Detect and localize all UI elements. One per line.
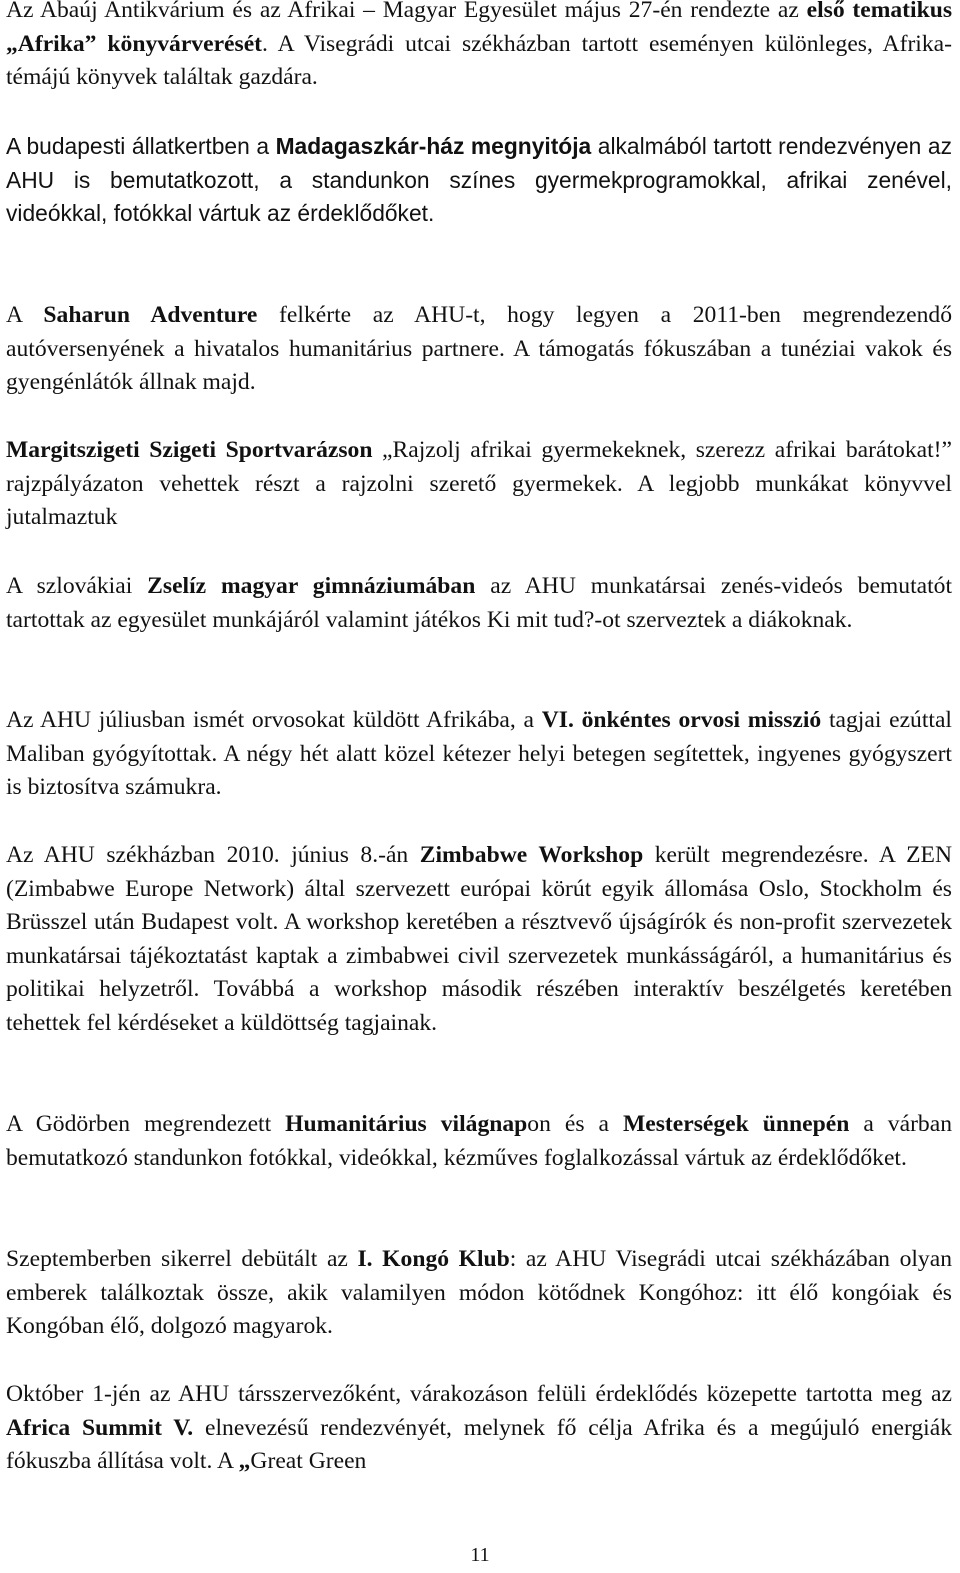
text-run: A budapesti állatkertben a bbox=[6, 133, 276, 159]
text-run: alkalmából tartott rendezvényen az AHU is bemutatkozott, a standunkon színes gyermekprogramokkal, afrikai zenével, videókkal, fotókkal vártuk az érdeklődőket. bbox=[6, 133, 952, 226]
paragraph-madagascar-house bbox=[6, 130, 952, 231]
text-run: Az AHU júliusban ismét orvosokat küldött Afrikába, a bbox=[6, 707, 542, 733]
bold-text-run: Humanitárius világnap bbox=[285, 1111, 528, 1137]
paragraph-zimbabwe-workshop bbox=[6, 839, 952, 1040]
bold-text-run: Africa Summit V. bbox=[6, 1414, 194, 1441]
bold-text-run: VI. önkéntes orvosi misszió bbox=[541, 707, 822, 733]
paragraph-africa-summit bbox=[6, 1378, 952, 1479]
text-run: Great Green bbox=[250, 1448, 367, 1474]
text-run: elnevezésű rendezvényét, melynek fő célja Afrika és a megújuló energiák fókuszba állítása volt. A bbox=[6, 1414, 953, 1474]
text-run: A szlovákiai bbox=[6, 573, 148, 599]
text-run: Október 1-jén az AHU társszervezőként, várakozáson felüli érdeklődés közepette tartotta meg az bbox=[6, 1381, 952, 1407]
paragraph-medical-mission bbox=[6, 704, 952, 805]
paragraph-saharun-adventure bbox=[6, 299, 952, 400]
text-run: A bbox=[6, 302, 44, 328]
bold-text-run: Margitszigeti Szigeti Sportvarázson bbox=[6, 437, 373, 463]
bold-text-run: „ bbox=[238, 1448, 251, 1474]
page-number: 11 bbox=[470, 1544, 490, 1566]
text-run: on és a bbox=[527, 1111, 623, 1137]
text-run: a várban bemutatkozó standunkon fotókkal, videókkal, kézműves foglalkozással vártuk az érdeklődőket. bbox=[6, 1111, 952, 1171]
text-run: került megrendezésre. A ZEN (Zimbabwe Europe Network) által szervezett európai körút egyik állomása Oslo, Stockholm és Brüsszel után Budapest volt. A workshop keretében a résztvevő újságírók és non-profit szervezetek munkatársai tájékoztatást kaptak a zimbabwei civil szervezetek munkásságáról, a humanitárius és politikai helyzetről. Továbbá a workshop második részében interaktív beszélgetés keretében tehettek fel kérdéseket a küldöttség tagjainak. bbox=[6, 842, 952, 1036]
text-run: . A Visegrádi utcai székházban tartott eseményen különleges, Afrika-témájú könyvek találtak gazdára. bbox=[6, 30, 952, 90]
paragraph-zseliz-gymnasium bbox=[6, 570, 952, 637]
text-run: Az AHU székházban 2010. június 8.-án bbox=[6, 842, 420, 868]
paragraph-sportvarazs-drawing-contest bbox=[6, 434, 952, 535]
bold-text-run: Mesterségek ünnepén bbox=[623, 1111, 850, 1137]
text-run: „Rajzolj afrikai gyermekeknek, szerezz afrikai barátokat!” rajzpályázaton vehettek részt a rajzolni szerető gyermekek. A legjobb munkákat könyvvel jutalmaztuk bbox=[6, 437, 952, 530]
paragraph-kongo-club bbox=[6, 1243, 952, 1344]
text-run: az AHU munkatársai zenés-videós bemutatót tartottak az egyesület munkájáról valamint játékos Ki mit tud?-ot szerveztek a diákoknak. bbox=[6, 573, 953, 633]
text-run: Szeptemberben sikerrel debütált az bbox=[6, 1246, 358, 1272]
paragraph-humanitarian-day bbox=[6, 1108, 952, 1175]
text-run: tagjai ezúttal Maliban gyógyítottak. A négy hét alatt közel kétezer helyi betegen segítettek, ingyenes gyógyszert is biztosítva számukra. bbox=[6, 707, 952, 800]
text-run: Az Abaúj Antikvárium és az Afrikai – Magyar Egyesület május 27-én rendezte az bbox=[6, 0, 807, 23]
text-run: A Gödörben megrendezett bbox=[6, 1111, 286, 1137]
bold-text-run: Madagaszkár-ház megnyitója bbox=[275, 133, 592, 159]
bold-text-run: Saharun Adventure bbox=[43, 302, 258, 328]
bold-text-run: Zselíz magyar gimnáziumában bbox=[147, 573, 476, 599]
paragraph-antikvarium-auction bbox=[6, 0, 952, 95]
text-run: : az AHU Visegrádi utcai székházában olyan emberek találkoztak össze, akik valamilyen módon kötődnek Kongóhoz: itt élő kongóiak és Kongóban élő, dolgozó magyarok. bbox=[6, 1246, 952, 1339]
bold-text-run: első tematikus „Afrika” könyvárverését bbox=[6, 0, 952, 57]
text-run: felkérte az AHU-t, hogy legyen a 2011-ben megrendezendő autóversenyének a hivatalos humanitárius partnere. A támogatás fókuszában a tunéziai vakok és gyengénlátók állnak majd. bbox=[6, 302, 952, 395]
bold-text-run: Zimbabwe Workshop bbox=[419, 842, 644, 868]
bold-text-run: I. Kongó Klub bbox=[357, 1246, 510, 1272]
